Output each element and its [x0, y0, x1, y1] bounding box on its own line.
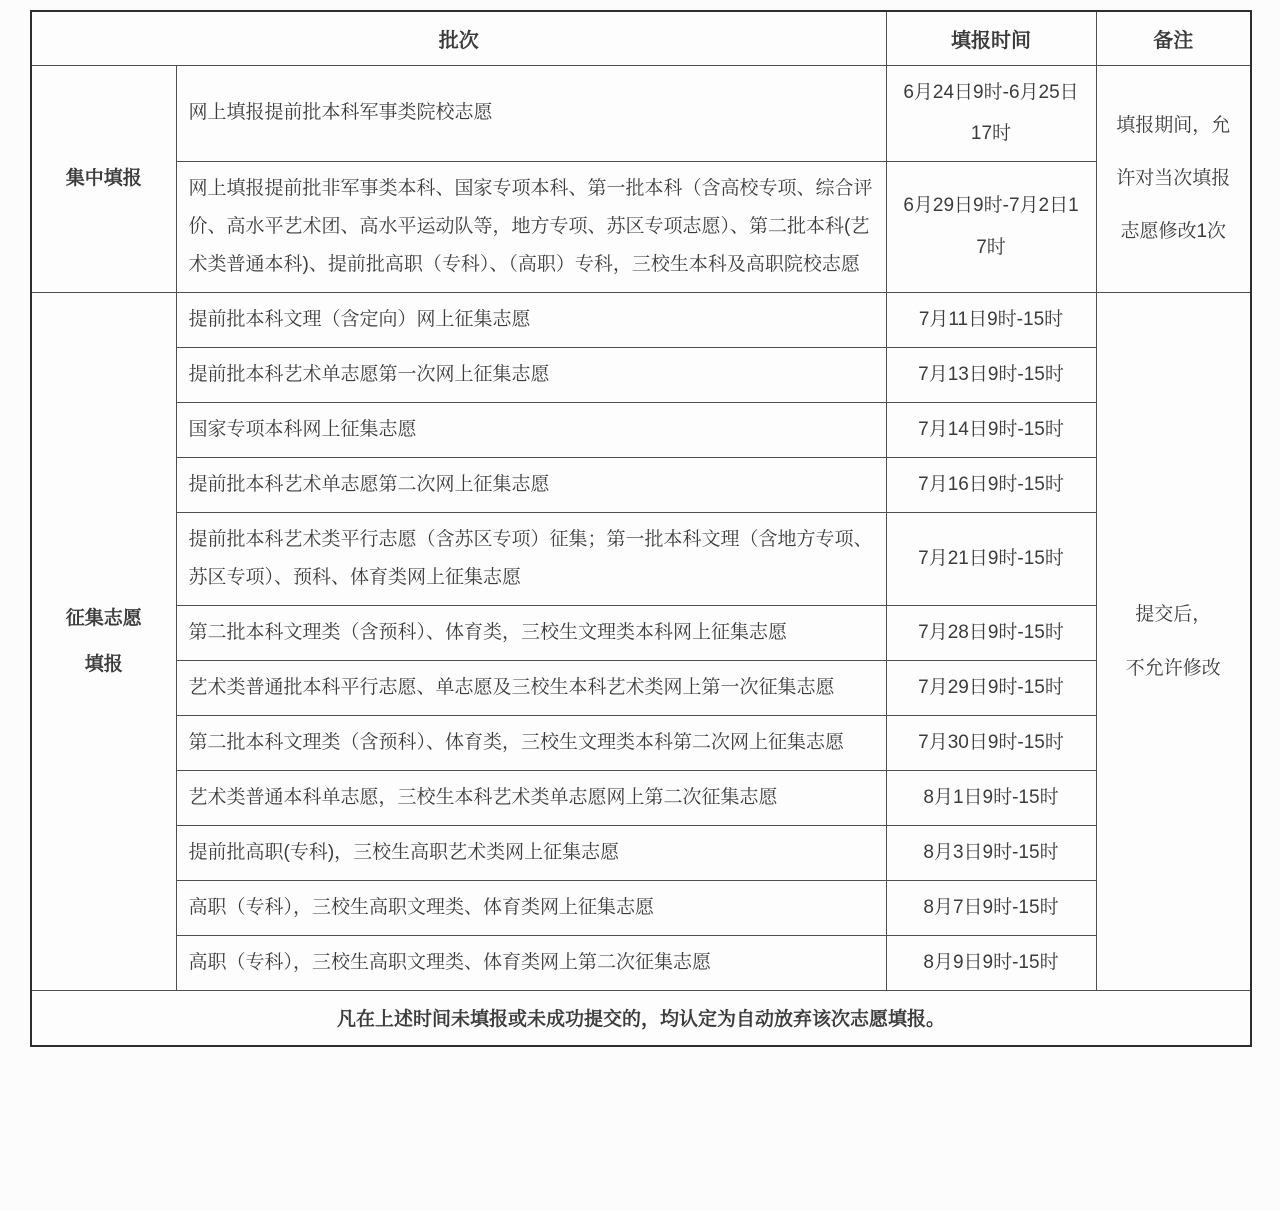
note-cell [1096, 65, 1251, 293]
note-line: 志愿修改1次 [1120, 221, 1227, 243]
batch-cell: 提前批高职(专科)，三校生高职艺术类网上征集志愿 [176, 826, 886, 881]
note-line: 填报期间，允 [1116, 115, 1231, 137]
time-cell: 6月24日9时-6月25日17时 [886, 65, 1096, 162]
note-cell [1096, 293, 1251, 991]
note-line: 许对当次填报 [1116, 168, 1231, 190]
table-row [31, 458, 1251, 513]
batch-cell: 提前批本科艺术类平行志愿（含苏区专项）征集；第一批本科文理（含地方专项、苏区专项）、预科、体育类网上征集志愿 [176, 513, 886, 606]
batch-cell: 网上填报提前批非军事类本科、国家专项本科、第一批本科（含高校专项、综合评价、高水平艺术团、高水平运动队等，地方专项、苏区专项志愿）、第二批本科(艺术类普通本科)、提前批高职（专科）、（高职）专科，三校生本科及高职院校志愿 [176, 162, 886, 293]
batch-cell: 提前批本科艺术单志愿第一次网上征集志愿 [176, 348, 886, 403]
time-cell: 7月14日9时-15时 [886, 403, 1096, 458]
group-label [31, 293, 176, 991]
table-row [31, 881, 1251, 936]
batch-cell: 第二批本科文理类（含预科）、体育类，三校生文理类本科第二次网上征集志愿 [176, 716, 886, 771]
table-row [31, 771, 1251, 826]
group-label [31, 65, 176, 293]
footer-note: 凡在上述时间未填报或未成功提交的，均认定为自动放弃该次志愿填报。 [31, 991, 1251, 1046]
batch-cell: 高职（专科），三校生高职文理类、体育类网上征集志愿 [176, 881, 886, 936]
header-note: 备注 [1096, 11, 1251, 65]
header-batch: 批次 [31, 11, 886, 65]
table-row [31, 162, 1251, 293]
table-row [31, 348, 1251, 403]
table-row [31, 606, 1251, 661]
note-line: 不允许修改 [1125, 657, 1221, 679]
table-row [31, 716, 1251, 771]
time-cell: 7月11日9时-15时 [886, 293, 1096, 348]
table-row [31, 403, 1251, 458]
table-row [31, 826, 1251, 881]
time-cell: 7月13日9时-15时 [886, 348, 1096, 403]
note-line: 提交后， [1135, 604, 1212, 626]
time-cell: 8月1日9时-15时 [886, 771, 1096, 826]
batch-cell: 提前批本科文理（含定向）网上征集志愿 [176, 293, 886, 348]
header-row [31, 11, 1251, 65]
time-cell: 7月21日9时-15时 [886, 513, 1096, 606]
time-cell: 7月30日9时-15时 [886, 716, 1096, 771]
batch-cell: 艺术类普通批本科平行志愿、单志愿及三校生本科艺术类网上第一次征集志愿 [176, 661, 886, 716]
time-cell: 8月3日9时-15时 [886, 826, 1096, 881]
group-label-line: 集中填报 [65, 168, 142, 189]
time-cell: 7月29日9时-15时 [886, 661, 1096, 716]
header-time: 填报时间 [886, 11, 1096, 65]
table-row [31, 65, 1251, 162]
time-cell: 8月7日9时-15时 [886, 881, 1096, 936]
group-label-line: 征集志愿 [65, 608, 142, 629]
table-row [31, 936, 1251, 991]
time-cell: 6月29日9时-7月2日17时 [886, 162, 1096, 293]
table-row [31, 293, 1251, 348]
time-cell: 7月16日9时-15时 [886, 458, 1096, 513]
batch-cell: 网上填报提前批本科军事类院校志愿 [176, 65, 886, 162]
batch-cell: 第二批本科文理类（含预科）、体育类，三校生文理类本科网上征集志愿 [176, 606, 886, 661]
footer-row [31, 991, 1251, 1046]
table-row [31, 513, 1251, 606]
time-cell: 8月9日9时-15时 [886, 936, 1096, 991]
batch-cell: 国家专项本科网上征集志愿 [176, 403, 886, 458]
table-row [31, 661, 1251, 716]
group-label-line: 填报 [84, 653, 123, 675]
batch-cell: 艺术类普通本科单志愿，三校生本科艺术类单志愿网上第二次征集志愿 [176, 771, 886, 826]
batch-cell: 高职（专科），三校生高职文理类、体育类网上第二次征集志愿 [176, 936, 886, 991]
batch-cell: 提前批本科艺术单志愿第二次网上征集志愿 [176, 458, 886, 513]
time-cell: 7月28日9时-15时 [886, 606, 1096, 661]
schedule-table [30, 10, 1252, 1047]
